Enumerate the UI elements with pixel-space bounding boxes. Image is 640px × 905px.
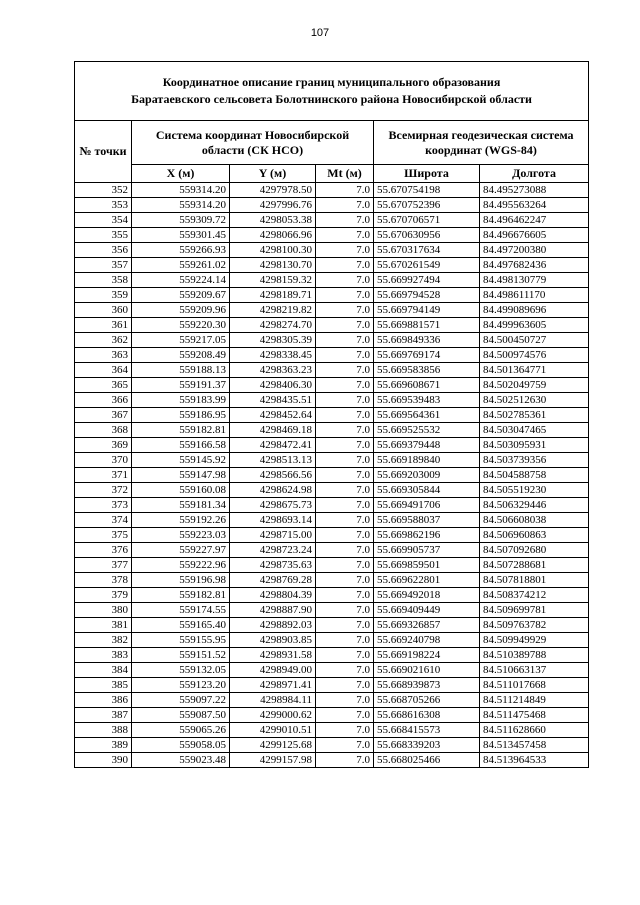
point-number-cell: 378 (75, 573, 132, 588)
y-cell: 4298159.32 (230, 273, 316, 288)
mt-cell: 7.0 (316, 513, 374, 528)
table-row (75, 213, 589, 228)
x-cell: 559058.05 (132, 738, 230, 753)
latitude-header: Широта (374, 165, 480, 183)
point-number-cell: 380 (75, 603, 132, 618)
y-cell: 4298566.56 (230, 468, 316, 483)
latitude-cell: 55.669849336 (374, 333, 480, 348)
latitude-cell: 55.669021610 (374, 663, 480, 678)
mt-cell: 7.0 (316, 618, 374, 633)
longitude-cell: 84.497200380 (480, 243, 589, 258)
mt-cell: 7.0 (316, 198, 374, 213)
latitude-cell: 55.669583856 (374, 363, 480, 378)
point-number-cell: 358 (75, 273, 132, 288)
longitude-cell: 84.509699781 (480, 603, 589, 618)
mt-cell: 7.0 (316, 663, 374, 678)
table-row (75, 183, 589, 198)
y-cell: 4298406.30 (230, 378, 316, 393)
table-body (75, 183, 589, 768)
latitude-cell: 55.669859501 (374, 558, 480, 573)
longitude-cell: 84.502785361 (480, 408, 589, 423)
point-number-cell: 370 (75, 453, 132, 468)
point-number-cell: 376 (75, 543, 132, 558)
coordinates-table (74, 61, 589, 768)
y-cell: 4298804.39 (230, 588, 316, 603)
table-row (75, 258, 589, 273)
mt-cell: 7.0 (316, 408, 374, 423)
y-cell: 4298675.73 (230, 498, 316, 513)
latitude-cell: 55.669525532 (374, 423, 480, 438)
table-row (75, 393, 589, 408)
page-number: 107 (310, 27, 330, 39)
mt-cell: 7.0 (316, 258, 374, 273)
table-row (75, 378, 589, 393)
latitude-cell: 55.669588037 (374, 513, 480, 528)
mt-cell: 7.0 (316, 423, 374, 438)
longitude-cell: 84.504588758 (480, 468, 589, 483)
mt-cell: 7.0 (316, 288, 374, 303)
point-number-cell: 356 (75, 243, 132, 258)
x-header: X (м) (132, 165, 230, 183)
table-row (75, 618, 589, 633)
point-number-cell: 375 (75, 528, 132, 543)
longitude-cell: 84.506960863 (480, 528, 589, 543)
longitude-cell: 84.500974576 (480, 348, 589, 363)
latitude-cell: 55.669769174 (374, 348, 480, 363)
table-row (75, 513, 589, 528)
x-cell: 559166.58 (132, 438, 230, 453)
latitude-cell: 55.670706571 (374, 213, 480, 228)
mt-cell: 7.0 (316, 303, 374, 318)
latitude-cell: 55.669794149 (374, 303, 480, 318)
table-row (75, 753, 589, 768)
longitude-cell: 84.507288681 (480, 558, 589, 573)
table-row (75, 198, 589, 213)
x-cell: 559191.37 (132, 378, 230, 393)
latitude-cell: 55.669198224 (374, 648, 480, 663)
y-cell: 4298274.70 (230, 318, 316, 333)
latitude-cell: 55.669905737 (374, 543, 480, 558)
mt-cell: 7.0 (316, 543, 374, 558)
table-row (75, 243, 589, 258)
point-number-cell: 359 (75, 288, 132, 303)
table-row (75, 333, 589, 348)
mt-cell: 7.0 (316, 453, 374, 468)
latitude-cell: 55.670317634 (374, 243, 480, 258)
x-cell: 559223.03 (132, 528, 230, 543)
latitude-cell: 55.670752396 (374, 198, 480, 213)
longitude-cell: 84.497682436 (480, 258, 589, 273)
point-number-cell: 360 (75, 303, 132, 318)
latitude-cell: 55.670630956 (374, 228, 480, 243)
table-row (75, 483, 589, 498)
point-number-cell: 352 (75, 183, 132, 198)
mt-cell: 7.0 (316, 708, 374, 723)
x-cell: 559314.20 (132, 198, 230, 213)
point-number-cell: 354 (75, 213, 132, 228)
table-row (75, 453, 589, 468)
y-cell: 4298219.82 (230, 303, 316, 318)
title-line-2: Баратаевского сельсовета Болотнинского района Новосибирской области (131, 92, 532, 106)
point-number-header: № точки (75, 121, 132, 183)
x-cell: 559314.20 (132, 183, 230, 198)
y-cell: 4298887.90 (230, 603, 316, 618)
y-cell: 4298769.28 (230, 573, 316, 588)
mt-cell: 7.0 (316, 498, 374, 513)
y-cell: 4298363.23 (230, 363, 316, 378)
x-cell: 559186.95 (132, 408, 230, 423)
longitude-cell: 84.503095931 (480, 438, 589, 453)
point-number-cell: 389 (75, 738, 132, 753)
mt-cell: 7.0 (316, 753, 374, 768)
longitude-cell: 84.510389788 (480, 648, 589, 663)
mt-cell: 7.0 (316, 678, 374, 693)
y-cell: 4298513.13 (230, 453, 316, 468)
table-row (75, 528, 589, 543)
y-cell: 4298984.11 (230, 693, 316, 708)
latitude-cell: 55.669203009 (374, 468, 480, 483)
point-number-cell: 355 (75, 228, 132, 243)
mt-cell: 7.0 (316, 348, 374, 363)
x-cell: 559182.81 (132, 588, 230, 603)
table-row (75, 273, 589, 288)
x-cell: 559192.26 (132, 513, 230, 528)
longitude-cell: 84.508374212 (480, 588, 589, 603)
x-cell: 559023.48 (132, 753, 230, 768)
mt-cell: 7.0 (316, 648, 374, 663)
mt-cell: 7.0 (316, 528, 374, 543)
x-cell: 559309.72 (132, 213, 230, 228)
x-cell: 559217.05 (132, 333, 230, 348)
x-cell: 559087.50 (132, 708, 230, 723)
longitude-cell: 84.505519230 (480, 483, 589, 498)
table-row (75, 648, 589, 663)
mt-cell: 7.0 (316, 243, 374, 258)
y-cell: 4298971.41 (230, 678, 316, 693)
point-number-cell: 357 (75, 258, 132, 273)
mt-cell: 7.0 (316, 393, 374, 408)
latitude-cell: 55.668339203 (374, 738, 480, 753)
y-cell: 4298189.71 (230, 288, 316, 303)
latitude-cell: 55.669927494 (374, 273, 480, 288)
x-cell: 559165.40 (132, 618, 230, 633)
x-cell: 559209.96 (132, 303, 230, 318)
longitude-cell: 84.511017668 (480, 678, 589, 693)
y-cell: 4298715.00 (230, 528, 316, 543)
table-row (75, 663, 589, 678)
y-cell: 4298469.18 (230, 423, 316, 438)
x-cell: 559147.98 (132, 468, 230, 483)
table-row (75, 543, 589, 558)
mt-cell: 7.0 (316, 318, 374, 333)
longitude-header: Долгота (480, 165, 589, 183)
longitude-cell: 84.502512630 (480, 393, 589, 408)
x-cell: 559208.49 (132, 348, 230, 363)
latitude-cell: 55.669794528 (374, 288, 480, 303)
x-cell: 559183.99 (132, 393, 230, 408)
table-row (75, 693, 589, 708)
y-cell: 4298452.64 (230, 408, 316, 423)
y-cell: 4298693.14 (230, 513, 316, 528)
x-cell: 559227.97 (132, 543, 230, 558)
mt-cell: 7.0 (316, 693, 374, 708)
mt-cell: 7.0 (316, 183, 374, 198)
x-cell: 559181.34 (132, 498, 230, 513)
latitude-cell: 55.669564361 (374, 408, 480, 423)
latitude-cell: 55.669379448 (374, 438, 480, 453)
y-cell: 4298130.70 (230, 258, 316, 273)
table-row (75, 723, 589, 738)
x-cell: 559222.96 (132, 558, 230, 573)
point-number-cell: 373 (75, 498, 132, 513)
latitude-cell: 55.670754198 (374, 183, 480, 198)
x-cell: 559301.45 (132, 228, 230, 243)
mt-cell: 7.0 (316, 723, 374, 738)
longitude-cell: 84.499963605 (480, 318, 589, 333)
mt-cell: 7.0 (316, 213, 374, 228)
wgs-system-header: Всемирная геодезическая система координат (WGS-84) (374, 121, 589, 165)
table-row (75, 468, 589, 483)
table-row (75, 348, 589, 363)
point-number-cell: 368 (75, 423, 132, 438)
latitude-cell: 55.668025466 (374, 753, 480, 768)
point-number-cell: 366 (75, 393, 132, 408)
table-row (75, 633, 589, 648)
latitude-cell: 55.669539483 (374, 393, 480, 408)
x-cell: 559224.14 (132, 273, 230, 288)
table-row (75, 678, 589, 693)
table-row (75, 588, 589, 603)
y-cell: 4298892.03 (230, 618, 316, 633)
latitude-cell: 55.669881571 (374, 318, 480, 333)
longitude-cell: 84.501364771 (480, 363, 589, 378)
table-row (75, 288, 589, 303)
point-number-cell: 385 (75, 678, 132, 693)
point-number-cell: 386 (75, 693, 132, 708)
x-cell: 559266.93 (132, 243, 230, 258)
mt-cell: 7.0 (316, 633, 374, 648)
point-number-cell: 365 (75, 378, 132, 393)
table-row (75, 738, 589, 753)
table-row (75, 363, 589, 378)
x-cell: 559151.52 (132, 648, 230, 663)
y-cell: 4298949.00 (230, 663, 316, 678)
latitude-cell: 55.668705266 (374, 693, 480, 708)
mt-cell: 7.0 (316, 588, 374, 603)
point-number-cell: 372 (75, 483, 132, 498)
mt-cell: 7.0 (316, 438, 374, 453)
y-header: Y (м) (230, 165, 316, 183)
latitude-cell: 55.669622801 (374, 573, 480, 588)
mt-cell: 7.0 (316, 558, 374, 573)
latitude-cell: 55.670261549 (374, 258, 480, 273)
mt-cell: 7.0 (316, 738, 374, 753)
table-row (75, 438, 589, 453)
x-cell: 559196.98 (132, 573, 230, 588)
y-cell: 4299010.51 (230, 723, 316, 738)
y-cell: 4298903.85 (230, 633, 316, 648)
y-cell: 4298100.30 (230, 243, 316, 258)
latitude-cell: 55.668616308 (374, 708, 480, 723)
table-row (75, 558, 589, 573)
x-cell: 559097.22 (132, 693, 230, 708)
y-cell: 4297978.50 (230, 183, 316, 198)
y-cell: 4298931.58 (230, 648, 316, 663)
mt-cell: 7.0 (316, 468, 374, 483)
longitude-cell: 84.495273088 (480, 183, 589, 198)
nso-system-header: Система координат Новосибирской области (СК НСО) (132, 121, 374, 165)
longitude-cell: 84.513457458 (480, 738, 589, 753)
x-cell: 559174.55 (132, 603, 230, 618)
point-number-cell: 379 (75, 588, 132, 603)
longitude-cell: 84.506608038 (480, 513, 589, 528)
point-number-cell: 353 (75, 198, 132, 213)
mt-cell: 7.0 (316, 378, 374, 393)
table-row (75, 408, 589, 423)
point-number-cell: 377 (75, 558, 132, 573)
longitude-cell: 84.506329446 (480, 498, 589, 513)
table-row (75, 603, 589, 618)
y-cell: 4297996.76 (230, 198, 316, 213)
mt-cell: 7.0 (316, 603, 374, 618)
latitude-cell: 55.669326857 (374, 618, 480, 633)
latitude-cell: 55.669189840 (374, 453, 480, 468)
point-number-cell: 382 (75, 633, 132, 648)
y-cell: 4298435.51 (230, 393, 316, 408)
y-cell: 4298066.96 (230, 228, 316, 243)
x-cell: 559182.81 (132, 423, 230, 438)
longitude-cell: 84.511214849 (480, 693, 589, 708)
table-row (75, 423, 589, 438)
latitude-cell: 55.669608671 (374, 378, 480, 393)
x-cell: 559065.26 (132, 723, 230, 738)
table-row (75, 573, 589, 588)
longitude-cell: 84.500450727 (480, 333, 589, 348)
table-row (75, 228, 589, 243)
longitude-cell: 84.498611170 (480, 288, 589, 303)
longitude-cell: 84.507818801 (480, 573, 589, 588)
mt-cell: 7.0 (316, 273, 374, 288)
longitude-cell: 84.496676605 (480, 228, 589, 243)
y-cell: 4298723.24 (230, 543, 316, 558)
mt-cell: 7.0 (316, 228, 374, 243)
point-number-cell: 383 (75, 648, 132, 663)
y-cell: 4298338.45 (230, 348, 316, 363)
x-cell: 559132.05 (132, 663, 230, 678)
longitude-cell: 84.510663137 (480, 663, 589, 678)
y-cell: 4299125.68 (230, 738, 316, 753)
point-number-cell: 374 (75, 513, 132, 528)
longitude-cell: 84.495563264 (480, 198, 589, 213)
document-title (75, 62, 589, 121)
longitude-cell: 84.509763782 (480, 618, 589, 633)
mt-cell: 7.0 (316, 483, 374, 498)
longitude-cell: 84.502049759 (480, 378, 589, 393)
latitude-cell: 55.669409449 (374, 603, 480, 618)
x-cell: 559155.95 (132, 633, 230, 648)
y-cell: 4299000.62 (230, 708, 316, 723)
longitude-cell: 84.507092680 (480, 543, 589, 558)
y-cell: 4298735.63 (230, 558, 316, 573)
longitude-cell: 84.499089696 (480, 303, 589, 318)
x-cell: 559261.02 (132, 258, 230, 273)
mt-cell: 7.0 (316, 363, 374, 378)
x-cell: 559160.08 (132, 483, 230, 498)
table-row (75, 708, 589, 723)
x-cell: 559145.92 (132, 453, 230, 468)
y-cell: 4298053.38 (230, 213, 316, 228)
longitude-cell: 84.503047465 (480, 423, 589, 438)
point-number-cell: 371 (75, 468, 132, 483)
title-line-1: Координатное описание границ муниципального образования (162, 75, 501, 89)
point-number-cell: 361 (75, 318, 132, 333)
table-row (75, 318, 589, 333)
longitude-cell: 84.511628660 (480, 723, 589, 738)
x-cell: 559123.20 (132, 678, 230, 693)
point-number-cell: 388 (75, 723, 132, 738)
longitude-cell: 84.496462247 (480, 213, 589, 228)
longitude-cell: 84.511475468 (480, 708, 589, 723)
table-row (75, 303, 589, 318)
y-cell: 4298624.98 (230, 483, 316, 498)
mt-header: Mt (м) (316, 165, 374, 183)
point-number-cell: 390 (75, 753, 132, 768)
point-number-cell: 381 (75, 618, 132, 633)
point-number-cell: 367 (75, 408, 132, 423)
point-number-cell: 362 (75, 333, 132, 348)
point-number-cell: 363 (75, 348, 132, 363)
mt-cell: 7.0 (316, 573, 374, 588)
latitude-cell: 55.669491706 (374, 498, 480, 513)
x-cell: 559220.30 (132, 318, 230, 333)
latitude-cell: 55.668939873 (374, 678, 480, 693)
longitude-cell: 84.503739356 (480, 453, 589, 468)
latitude-cell: 55.668415573 (374, 723, 480, 738)
x-cell: 559188.13 (132, 363, 230, 378)
point-number-cell: 384 (75, 663, 132, 678)
latitude-cell: 55.669492018 (374, 588, 480, 603)
x-cell: 559209.67 (132, 288, 230, 303)
point-number-cell: 369 (75, 438, 132, 453)
y-cell: 4298472.41 (230, 438, 316, 453)
point-number-cell: 387 (75, 708, 132, 723)
point-number-cell: 364 (75, 363, 132, 378)
y-cell: 4299157.98 (230, 753, 316, 768)
longitude-cell: 84.509949929 (480, 633, 589, 648)
table-row (75, 498, 589, 513)
latitude-cell: 55.669240798 (374, 633, 480, 648)
y-cell: 4298305.39 (230, 333, 316, 348)
latitude-cell: 55.669862196 (374, 528, 480, 543)
longitude-cell: 84.498130779 (480, 273, 589, 288)
longitude-cell: 84.513964533 (480, 753, 589, 768)
mt-cell: 7.0 (316, 333, 374, 348)
latitude-cell: 55.669305844 (374, 483, 480, 498)
